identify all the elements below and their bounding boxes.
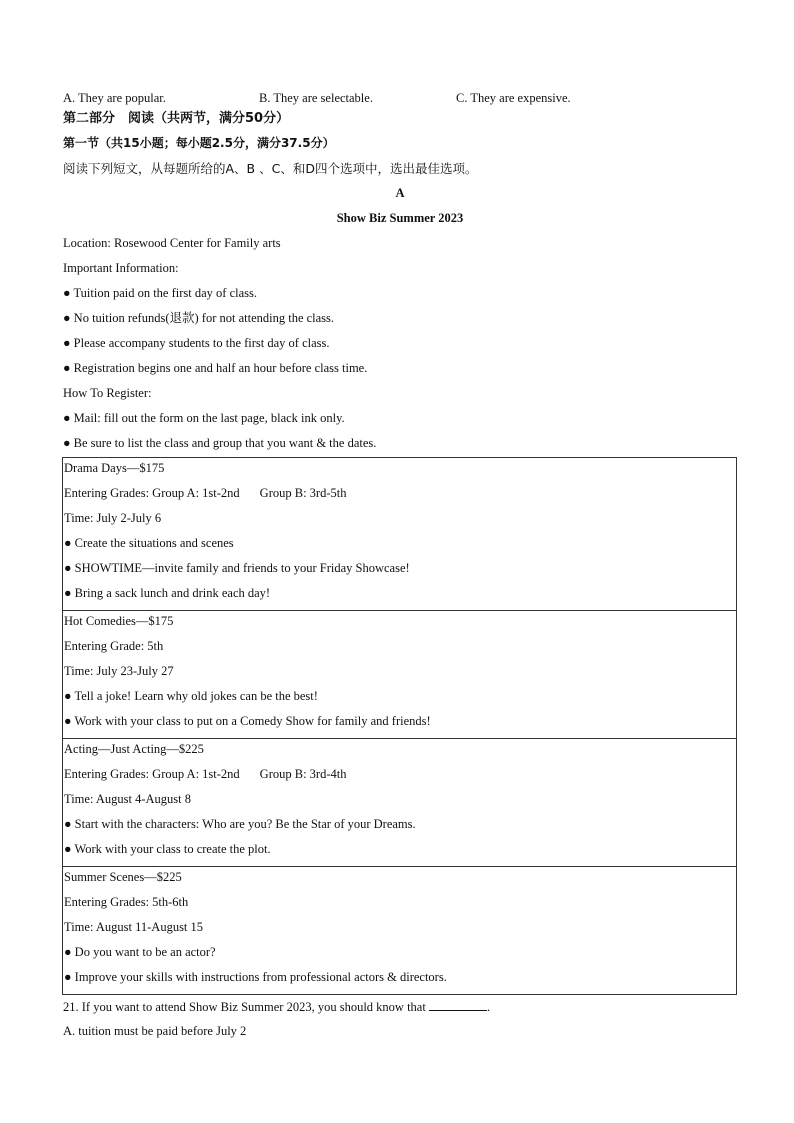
- course-bullet: ● Improve your skills with instructions from professional actors & directors.: [64, 970, 447, 984]
- subsection-title: 第一节（共15小题；每小题2.5分，满分37.5分）: [63, 136, 335, 150]
- course-grades: Entering Grades: Group A: 1st-2nd Group B: 3rd-4th: [64, 767, 347, 781]
- course-title: Drama Days—$175: [64, 461, 165, 475]
- option-c: C. They are expensive.: [456, 91, 571, 105]
- course-row-drama-days: [63, 458, 737, 611]
- location-line: Location: Rosewood Center for Family arts: [63, 236, 281, 250]
- course-time: Time: August 4-August 8: [64, 792, 191, 806]
- register-bullet: ● Mail: fill out the form on the last page, black ink only.: [63, 411, 345, 425]
- course-grades: Entering Grade: 5th: [64, 639, 164, 653]
- course-cell: [63, 458, 737, 611]
- course-grades: Entering Grades: Group A: 1st-2nd Group B: 3rd-5th: [64, 486, 347, 500]
- course-time: Time: July 23-July 27: [64, 664, 174, 678]
- question-21: [63, 998, 737, 1048]
- course-bullet: ● Start with the characters: Who are you? Be the Star of your Dreams.: [64, 817, 416, 831]
- course-cell: [63, 611, 737, 739]
- answer-blank: [429, 998, 487, 1011]
- course-title: Summer Scenes—$225: [64, 870, 182, 884]
- course-time: Time: August 11-August 15: [64, 920, 204, 934]
- course-cell: [63, 739, 737, 867]
- previous-question-options: [63, 91, 737, 110]
- passage-intro: [63, 235, 737, 460]
- info-bullet: ● Registration begins one and half an hour before class time.: [63, 361, 368, 375]
- course-bullet: ● Work with your class to put on a Comedy Show for family and friends!: [64, 714, 431, 728]
- instructions: 阅读下列短文，从每题所给的A、B 、C、和D四个选项中，选出最佳选项。: [63, 161, 478, 176]
- course-bullet: ● SHOWTIME—invite family and friends to your Friday Showcase!: [64, 561, 410, 575]
- course-time: Time: July 2-July 6: [64, 511, 162, 525]
- course-row-hot-comedies: [63, 611, 737, 739]
- info-bullet: ● Please accompany students to the first day of class.: [63, 336, 330, 350]
- info-bullet: ● Tuition paid on the first day of class.: [63, 286, 258, 300]
- course-title: Acting—Just Acting—$225: [64, 742, 204, 756]
- section-title: 第二部分 阅读（共两节，满分50分）: [63, 111, 290, 126]
- course-bullet: ● Work with your class to create the plot.: [64, 842, 271, 856]
- course-bullet: ● Bring a sack lunch and drink each day!: [64, 586, 271, 600]
- course-bullet: ● Tell a joke! Learn why old jokes can be the best!: [64, 689, 318, 703]
- course-grades: Entering Grades: 5th-6th: [64, 895, 189, 909]
- exam-page: [63, 91, 737, 1048]
- register-heading: How To Register:: [63, 386, 152, 400]
- course-bullet: ● Create the situations and scenes: [64, 536, 234, 550]
- passage-letter: A: [395, 186, 405, 200]
- question-stem: 21. If you want to attend Show Biz Summer 2023, you should know that .: [63, 1000, 491, 1014]
- course-title: Hot Comedies—$175: [64, 614, 174, 628]
- course-bullet: ● Do you want to be an actor?: [64, 945, 216, 959]
- option-b: B. They are selectable.: [259, 91, 373, 105]
- option-a: A. They are popular.: [63, 91, 166, 105]
- important-info-heading: Important Information:: [63, 261, 179, 275]
- course-row-summer-scenes: [63, 867, 737, 995]
- passage-title: Show Biz Summer 2023: [336, 211, 464, 225]
- course-row-just-acting: [63, 739, 737, 867]
- info-bullet: ● No tuition refunds(退款) for not attending the class.: [63, 311, 335, 325]
- course-cell: [63, 867, 737, 995]
- question-option-a: A. tuition must be paid before July 2: [63, 1024, 247, 1038]
- register-bullet: ● Be sure to list the class and group that you want & the dates.: [63, 436, 377, 450]
- course-table: [62, 457, 737, 995]
